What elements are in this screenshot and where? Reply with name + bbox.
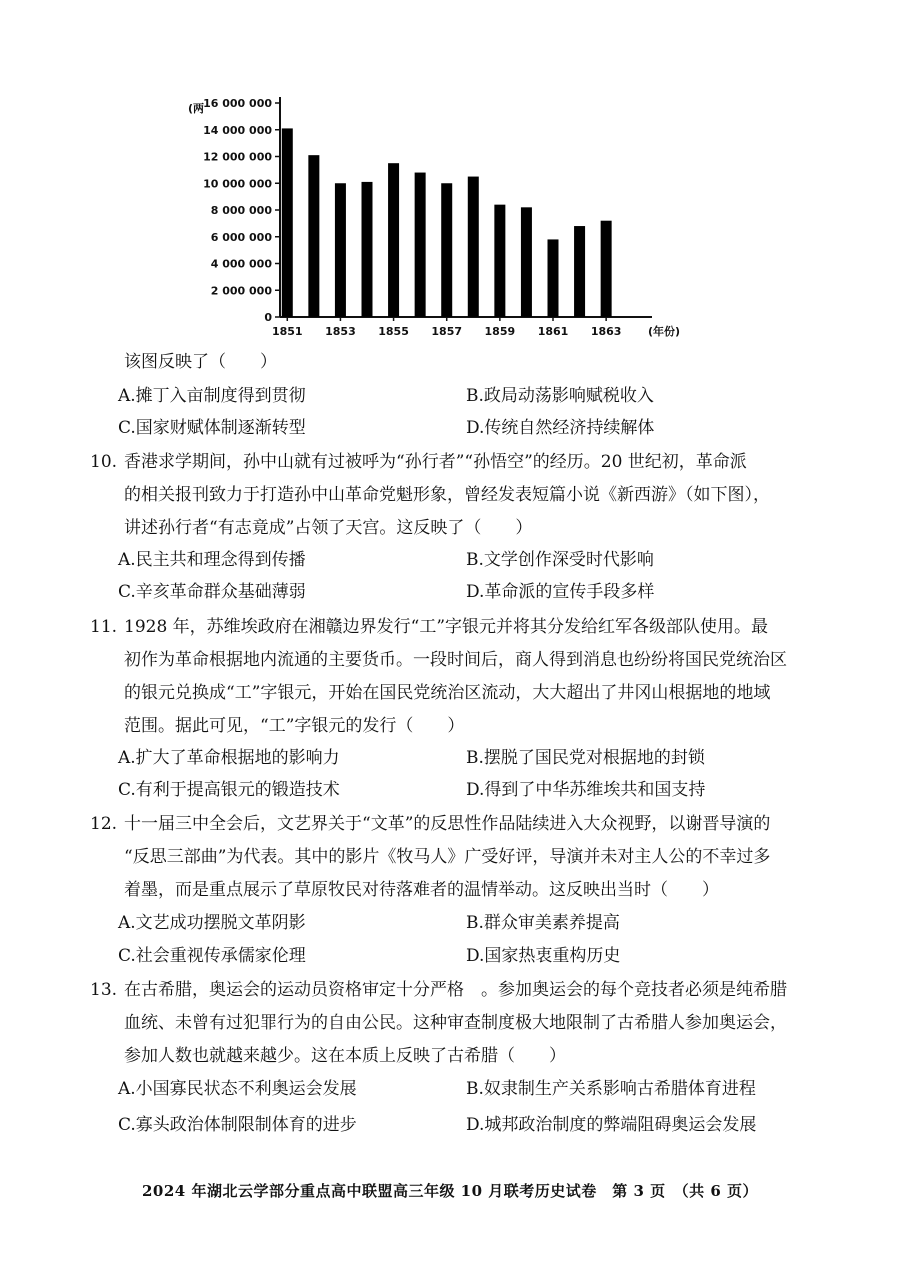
option-9-d: D.传统自然经济持续解体 xyxy=(466,418,655,438)
option-12-b: B.群众审美素养提高 xyxy=(466,913,620,933)
question-12-stem: 12. 十一届三中全会后，文艺界关于“文革”的反思性作品陆续进入大众视野，以谢晋导演的 “反思三部曲”为代表。其中的影片《牧马人》广受好评，导演并未对主人公的不幸过多 着墨，而是重点展示了草原牧民对待落难者的温情举动。这反映出当时（ ） xyxy=(90,808,830,907)
y-tick-label: 0 xyxy=(264,311,272,324)
option-10-d: D.革命派的宣传手段多样 xyxy=(466,582,655,602)
bar-1863 xyxy=(601,221,612,317)
bar-1862 xyxy=(574,226,585,317)
x-tick-label: 1861 xyxy=(537,325,569,338)
x-tick-label: 1863 xyxy=(590,325,622,338)
option-13-c: C.寡头政治体制限制体育的进步 xyxy=(118,1115,357,1135)
y-axis-label: (两 xyxy=(188,102,205,115)
option-11-d: D.得到了中华苏维埃共和国支持 xyxy=(466,780,706,800)
option-12-c: C.社会重视传承儒家伦理 xyxy=(118,946,306,966)
x-tick-label: 1857 xyxy=(431,325,463,338)
option-10-a: A.民主共和理念得到传播 xyxy=(118,550,306,570)
question-12-number: 12. xyxy=(90,814,118,834)
y-tick-label: 14 000 000 xyxy=(203,123,272,137)
question-9-stem: 该图反映了（ ） xyxy=(124,352,277,372)
bar-chart xyxy=(180,86,720,342)
y-tick-label: 12 000 000 xyxy=(203,150,272,164)
bar-1861 xyxy=(548,239,559,317)
y-tick-label: 2 000 000 xyxy=(210,284,272,298)
y-tick-label: 10 000 000 xyxy=(203,177,272,191)
option-9-a: A.摊丁入亩制度得到贯彻 xyxy=(118,386,306,406)
x-axis-label: (年份) xyxy=(648,325,681,338)
bar-1852 xyxy=(308,155,319,317)
bar-1857 xyxy=(441,183,452,317)
x-tick-label: 1851 xyxy=(271,325,303,338)
question-13-number: 13. xyxy=(90,980,118,1000)
option-12-a: A.文艺成功摆脱文革阴影 xyxy=(118,913,306,933)
option-11-b: B.摆脱了国民党对根据地的封锁 xyxy=(466,748,705,768)
x-tick-label: 1853 xyxy=(325,325,356,338)
question-10-number: 10. xyxy=(90,452,118,472)
question-11-number: 11. xyxy=(90,617,118,637)
bar-1860 xyxy=(521,207,532,317)
y-tick-label: 8 000 000 xyxy=(210,204,272,217)
y-tick-label: 4 000 000 xyxy=(210,257,272,271)
option-9-b: B.政局动荡影响赋税收入 xyxy=(466,386,654,406)
option-13-d: D.城邦政治制度的弊端阻碍奥运会发展 xyxy=(466,1115,757,1135)
bar-1851 xyxy=(282,128,293,317)
x-tick-label: 1859 xyxy=(484,325,516,338)
option-10-c: C.辛亥革命群众基础薄弱 xyxy=(118,582,306,602)
bar-1859 xyxy=(494,205,505,317)
x-tick-label: 1855 xyxy=(378,325,409,338)
question-10-stem: 10. 香港求学期间，孙中山就有过被呼为“孙行者”“孙悟空”的经历。20 世纪初，革命派 的相关报刊致力于打造孙中山革命党魁形象，曾经发表短篇小说《新西游》（如下图）， 讲述孙行者“有志竟成”占领了天宫。这反映了（ ） xyxy=(90,446,830,545)
option-13-b: B.奴隶制生产关系影响古希腊体育进程 xyxy=(466,1079,756,1099)
option-13-a: A.小国寡民状态不利奥运会发展 xyxy=(118,1079,357,1099)
question-13-stem: 13. 在古希腊，奥运会的运动员资格审定十分严格 。参加奥运会的每个竞技者必须是纯希腊 血统、未曾有过犯罪行为的自由公民。这种审查制度极大地限制了古希腊人参加奥运会， 参加人数也就越来越少。这在本质上反映了古希腊（ ） xyxy=(90,974,830,1073)
bar-1854 xyxy=(362,182,373,317)
option-10-b: B.文学创作深受时代影响 xyxy=(466,550,654,570)
bar-1855 xyxy=(388,163,399,317)
y-tick-label: 16 000 000 xyxy=(203,97,272,110)
question-11-stem: 11. 1928 年，苏维埃政府在湘赣边界发行“工”字银元并将其分发给红军各级部队使用。最 初作为革命根据地内流通的主要货币。一段时间后，商人得到消息也纷纷将国民党统治区 的银元兑换成“工”字银元，开始在国民党统治区流动，大大超出了井冈山根据地的地域 范围。据此可见，“工”字银元的发行（ ） xyxy=(90,611,830,743)
option-12-d: D.国家热衷重构历史 xyxy=(466,946,621,966)
bar-1856 xyxy=(415,173,426,317)
option-11-c: C.有利于提高银元的锻造技术 xyxy=(118,780,340,800)
y-tick-label: 6 000 000 xyxy=(210,230,272,244)
bar-1858 xyxy=(468,177,479,317)
option-9-c: C.国家财赋体制逐渐转型 xyxy=(118,418,306,438)
option-11-a: A.扩大了革命根据地的影响力 xyxy=(118,748,340,768)
bar-1853 xyxy=(335,183,346,317)
page-footer: 2024 年湖北云学部分重点高中联盟高三年级 10 月联考历史试卷 第 3 页 （共 6 页） xyxy=(141,1182,759,1200)
